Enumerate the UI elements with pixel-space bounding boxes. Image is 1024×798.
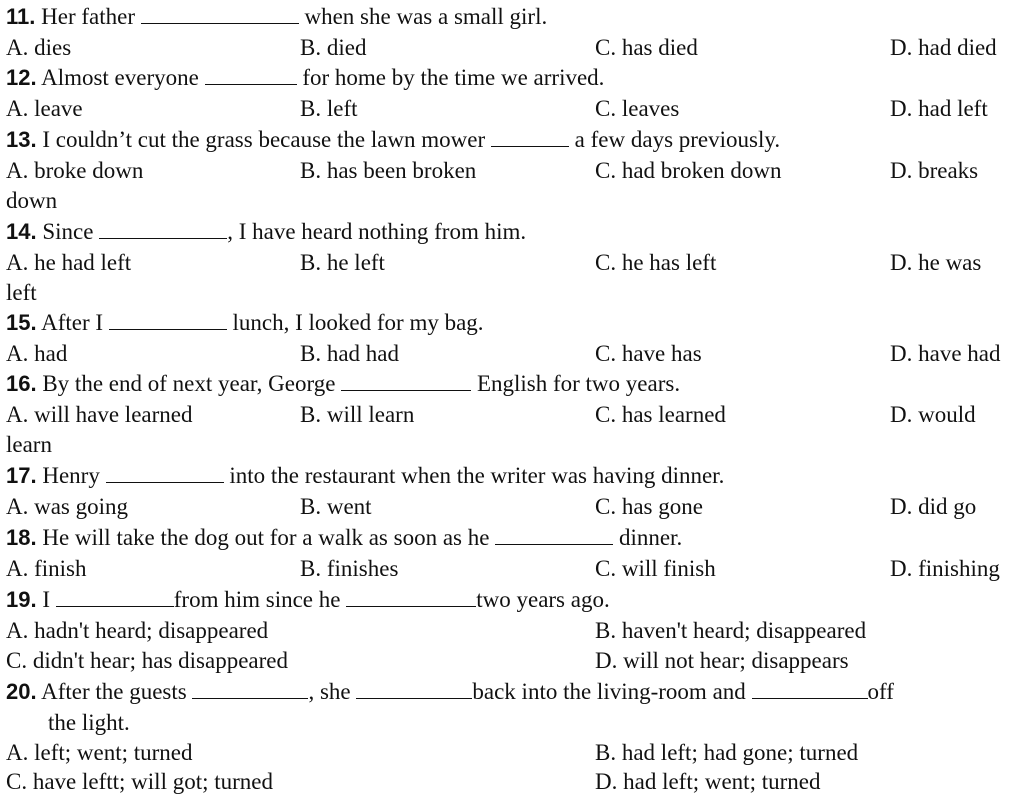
options-14-wrap xyxy=(0,277,1024,308)
option-a[interactable]: A. was going xyxy=(6,494,129,519)
option-c[interactable]: C. has died xyxy=(595,35,698,60)
option-c[interactable]: C. had broken down xyxy=(595,158,782,183)
option-d[interactable]: D. would xyxy=(890,402,976,427)
options-14 xyxy=(0,247,1024,278)
question-stem-start: Almost everyone xyxy=(41,65,199,90)
question-stem-start: He will take the dog out for a walk as soon as he xyxy=(42,525,490,550)
option-d-continued: learn xyxy=(6,432,52,457)
question-stem-start: After I xyxy=(41,310,104,335)
question-stem-end: lunch, I looked for my bag. xyxy=(232,310,484,335)
option-c[interactable]: C. have has xyxy=(595,341,702,366)
options-17 xyxy=(0,491,1024,522)
question-number: 18. xyxy=(6,525,37,550)
question-number: 15. xyxy=(6,310,37,335)
option-d[interactable]: D. will not hear; disappears xyxy=(595,648,849,673)
question-stem-end: a few days previously. xyxy=(574,127,781,152)
question-16 xyxy=(0,368,1024,399)
option-b[interactable]: B. will learn xyxy=(300,402,415,427)
options-20-row-2 xyxy=(0,766,1024,797)
question-stem-end: off xyxy=(867,679,894,704)
question-19 xyxy=(0,584,1024,615)
question-stem-middle: , she xyxy=(308,679,351,704)
option-a[interactable]: A. left; went; turned xyxy=(6,740,193,765)
options-19-row-1 xyxy=(0,615,1024,646)
question-20 xyxy=(0,676,1024,707)
answer-blank xyxy=(491,124,569,147)
option-b[interactable]: B. haven't heard; disappeared xyxy=(595,618,867,643)
option-d[interactable]: D. had died xyxy=(890,35,997,60)
option-d[interactable]: D. had left xyxy=(890,96,988,121)
option-c[interactable]: C. has learned xyxy=(595,402,726,427)
option-b[interactable]: B. had left; had gone; turned xyxy=(595,740,859,765)
question-stem-start: Henry xyxy=(42,463,100,488)
option-c[interactable]: C. leaves xyxy=(595,96,680,121)
question-number: 11. xyxy=(6,4,36,29)
options-12 xyxy=(0,93,1024,124)
option-b[interactable]: B. has been broken xyxy=(300,158,477,183)
question-stem-end: two years ago. xyxy=(476,587,610,612)
answer-blank xyxy=(346,584,476,607)
question-13 xyxy=(0,124,1024,155)
options-19-row-2 xyxy=(0,645,1024,676)
answer-blank xyxy=(99,216,227,239)
question-stem-end: English for two years. xyxy=(476,371,681,396)
option-d-continued: left xyxy=(6,280,37,305)
question-12 xyxy=(0,62,1024,93)
question-17 xyxy=(0,460,1024,491)
answer-blank xyxy=(109,307,227,330)
question-stem-start: By the end of next year, George xyxy=(42,371,336,396)
answer-blank xyxy=(341,368,471,391)
answer-blank xyxy=(752,676,868,699)
question-stem-end: when she was a small girl. xyxy=(304,4,548,29)
answer-blank xyxy=(205,62,297,85)
option-d-continued: down xyxy=(6,188,58,213)
option-b[interactable]: B. went xyxy=(300,494,372,519)
option-a[interactable]: A. broke down xyxy=(6,158,144,183)
answer-blank xyxy=(141,1,299,24)
option-b[interactable]: B. had had xyxy=(300,341,400,366)
question-11 xyxy=(0,1,1024,32)
option-c[interactable]: C. didn't hear; has disappeared xyxy=(6,648,288,673)
question-15 xyxy=(0,307,1024,338)
answer-blank xyxy=(192,676,308,699)
question-14 xyxy=(0,216,1024,247)
question-number: 13. xyxy=(6,127,37,152)
option-c[interactable]: C. he has left xyxy=(595,250,717,275)
question-number: 16. xyxy=(6,371,37,396)
option-c[interactable]: C. have leftt; will got; turned xyxy=(6,769,274,794)
question-stem-start: After the guests xyxy=(41,679,187,704)
option-b[interactable]: B. left xyxy=(300,96,358,121)
question-stem-start: Since xyxy=(42,219,94,244)
option-a[interactable]: A. finish xyxy=(6,556,87,581)
option-d[interactable]: D. did go xyxy=(890,494,977,519)
question-number: 14. xyxy=(6,219,37,244)
options-11 xyxy=(0,32,1024,63)
option-d[interactable]: D. had left; went; turned xyxy=(595,769,821,794)
options-16-wrap xyxy=(0,429,1024,460)
question-number: 12. xyxy=(6,65,37,90)
options-18 xyxy=(0,553,1024,584)
option-b[interactable]: B. died xyxy=(300,35,367,60)
question-stem-start: Her father xyxy=(41,4,135,29)
question-stem-continued: the light. xyxy=(48,710,130,735)
options-16 xyxy=(0,399,1024,430)
question-18 xyxy=(0,522,1024,553)
options-15 xyxy=(0,338,1024,369)
option-d[interactable]: D. have had xyxy=(890,341,1001,366)
question-number: 20. xyxy=(6,679,37,704)
option-a[interactable]: A. had xyxy=(6,341,68,366)
question-stem-start: I couldn’t cut the grass because the lawn mower xyxy=(42,127,486,152)
options-13 xyxy=(0,155,1024,186)
option-a[interactable]: A. hadn't heard; disappeared xyxy=(6,618,269,643)
question-number: 17. xyxy=(6,463,37,488)
options-13-wrap xyxy=(0,185,1024,216)
option-d[interactable]: D. he was xyxy=(890,250,982,275)
answer-blank xyxy=(106,460,224,483)
question-stem-end: dinner. xyxy=(618,525,683,550)
option-b[interactable]: B. he left xyxy=(300,250,385,275)
option-d[interactable]: D. finishing xyxy=(890,556,1000,581)
question-stem-middle: from him since he xyxy=(173,587,341,612)
option-c[interactable]: C. will finish xyxy=(595,556,716,581)
answer-blank xyxy=(356,676,472,699)
option-a[interactable]: A. he had left xyxy=(6,250,132,275)
option-a[interactable]: A. dies xyxy=(6,35,72,60)
option-a[interactable]: A. will have learned xyxy=(6,402,193,427)
question-stem-start: I xyxy=(42,587,51,612)
option-c[interactable]: C. has gone xyxy=(595,494,703,519)
question-stem-end: for home by the time we arrived. xyxy=(302,65,605,90)
option-a[interactable]: A. leave xyxy=(6,96,83,121)
question-number: 19. xyxy=(6,587,37,612)
answer-blank xyxy=(495,522,613,545)
question-20-continued xyxy=(0,707,1024,738)
question-stem-end: into the restaurant when the writer was having dinner. xyxy=(229,463,725,488)
option-b[interactable]: B. finishes xyxy=(300,556,399,581)
question-stem-middle-2: back into the living-room and xyxy=(472,679,746,704)
options-20-row-1 xyxy=(0,737,1024,768)
option-d[interactable]: D. breaks xyxy=(890,158,979,183)
question-stem-end: , I have heard nothing from him. xyxy=(227,219,527,244)
answer-blank xyxy=(56,584,174,607)
